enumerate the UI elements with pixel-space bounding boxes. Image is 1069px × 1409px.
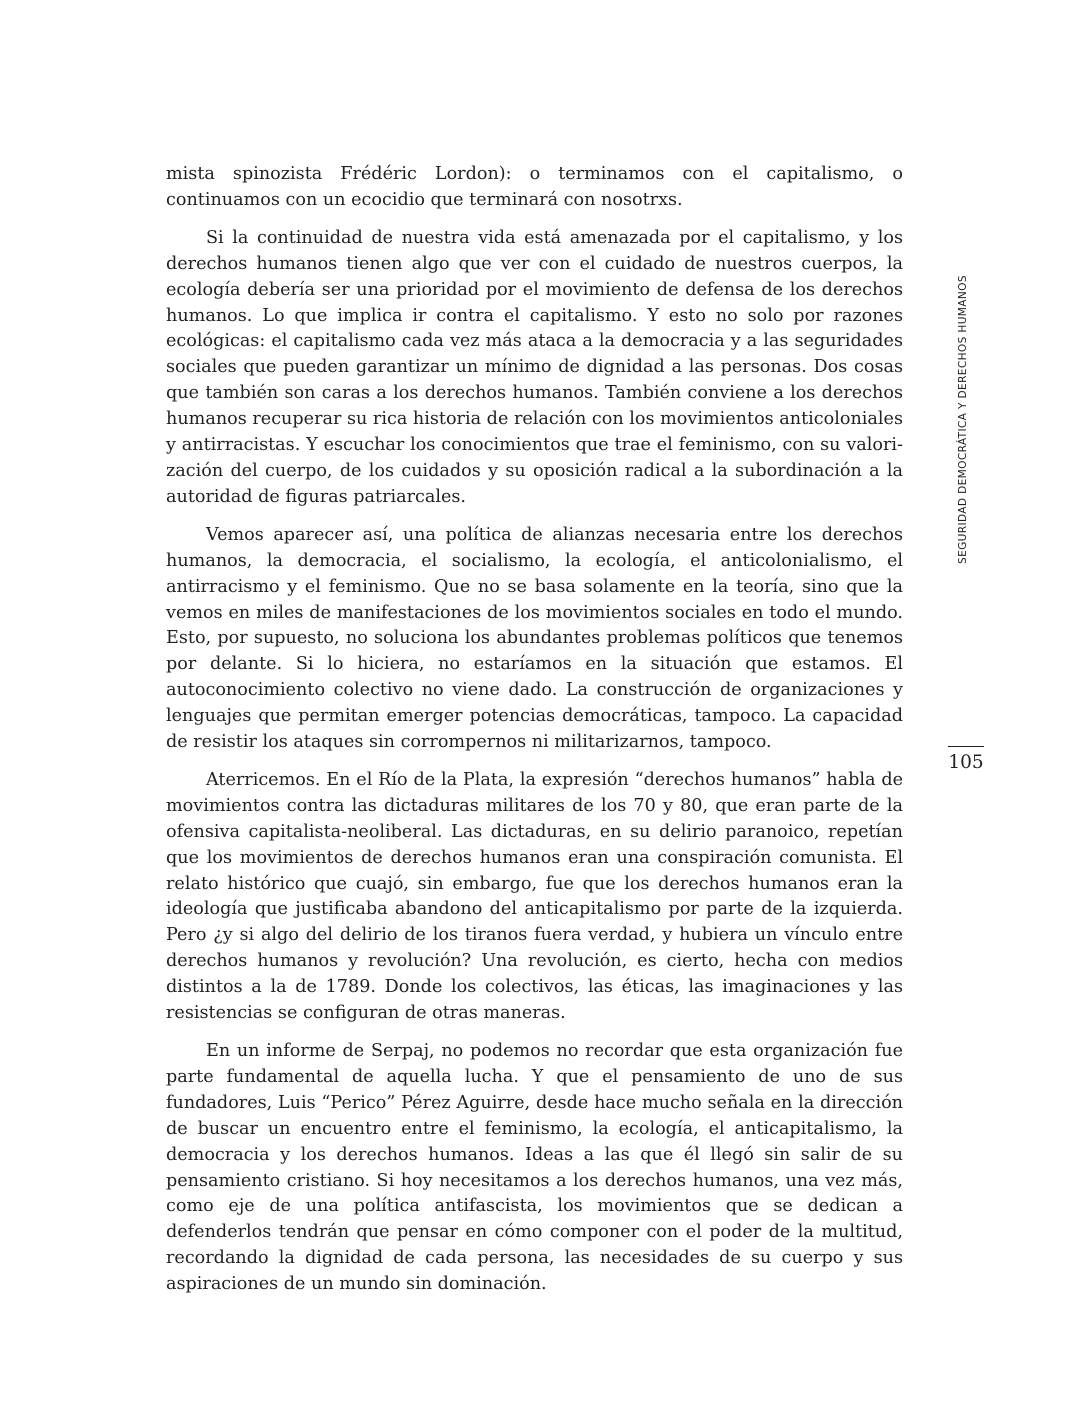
paragraph: En un informe de Serpaj, no podemos no recordar que esta organización fue parte fundamental de aquella lucha. Y que el pensamiento de uno de sus fundadores, Luis “Perico” Pérez Aguirre, desde hace mucho señala en la dirección de buscar un encuentro entre el feminismo, la ecología, el anticapitalismo, la democracia y los derechos humanos. Ideas a las que él llegó sin salir de su pensamiento cristiano. Si hoy necesitamos a los derechos humanos, una vez más, como eje de una política antifascista, los movimientos que se dedican a defenderlos tendrán que pensar en cómo componer con el poder de la multitud, recordando la dignidad de cada persona, las necesidades de su cuerpo y sus aspiraciones de un mundo sin dominación. <box>166 1041 903 1295</box>
paragraph: Vemos aparecer así, una política de alianzas necesaria entre los derechos humanos, la democracia, el socialismo, la ecología, el anticolonialismo, el antirracismo y el feminismo. Que no se basa solamente en la teoría, sino que la vemos en miles de manifestaciones de los movimientos sociales en todo el mundo. Esto, por supuesto, no soluciona los abundantes problemas políticos que tenemos por delante. Si lo hiciera, no estaríamos en la situación que estamos. El autoconocimiento colectivo no viene dado. La construcción de organizaciones y lenguajes que permitan emerger potencias democráticas, tampoco. La capacidad de resistir los ataques sin corrompernos ni militarizarnos, tampoco. <box>166 524 903 753</box>
paragraph-continuation: mista spinozista Frédéric Lordon): o terminamos con el capitalismo, o continuamos con un ecocidio que terminará con nosotrxs. <box>166 164 903 210</box>
body-text <box>166 162 903 1310</box>
page-number-rule <box>948 746 984 747</box>
running-header: SEGURIDAD DEMOCRÁTICA Y DERECHOS HUMANOS <box>957 275 969 564</box>
paragraph: Aterricemos. En el Río de la Plata, la expresión “derechos humanos” habla de movimientos contra las dictaduras militares de los 70 y 80, que eran parte de la ofensiva capitalista-neoliberal. Las dictaduras, en su delirio paranoico, repetían que los movimientos de derechos humanos eran una conspiración comunista. El relato histórico que cuajó, sin embargo, fue que los derechos humanos eran la ideología que justificaba abandono del anticapitalismo por parte de la izquierda. Pero ¿y si algo del delirio de los tiranos fuera verdad, y hubiera un vínculo entre derechos humanos y revolución? Una revolución, es cierto, hecha con medios distintos a la de 1789. Donde los colectivos, las éticas, las imaginaciones y las resistencias se configuran de otras maneras. <box>166 769 903 1024</box>
page-number: 105 <box>948 752 984 773</box>
paragraph: Si la continuidad de nuestra vida está amenazada por el capitalismo, y los derechos humanos tienen algo que ver con el cuidado de nuestros cuerpos, la ecología debería ser una prioridad por el movimiento de defensa de los derechos humanos. Lo que implica ir contra el capitalismo. Y esto no solo por razones ecológicas: el capitalismo cada vez más ataca a la democracia y a las seguridades sociales que pueden garantizar un mínimo de dignidad a las personas. Dos cosas que también son caras a los derechos humanos. También conviene a los derechos humanos recuperar su rica historia de relación con los movimientos anticoloniales y antirracistas. Y escuchar los conocimientos que trae el feminismo, con su valorización del cuerpo, de los cuidados y su oposición radical a la subordinación a la autoridad de figuras patriarcales. <box>166 227 903 507</box>
